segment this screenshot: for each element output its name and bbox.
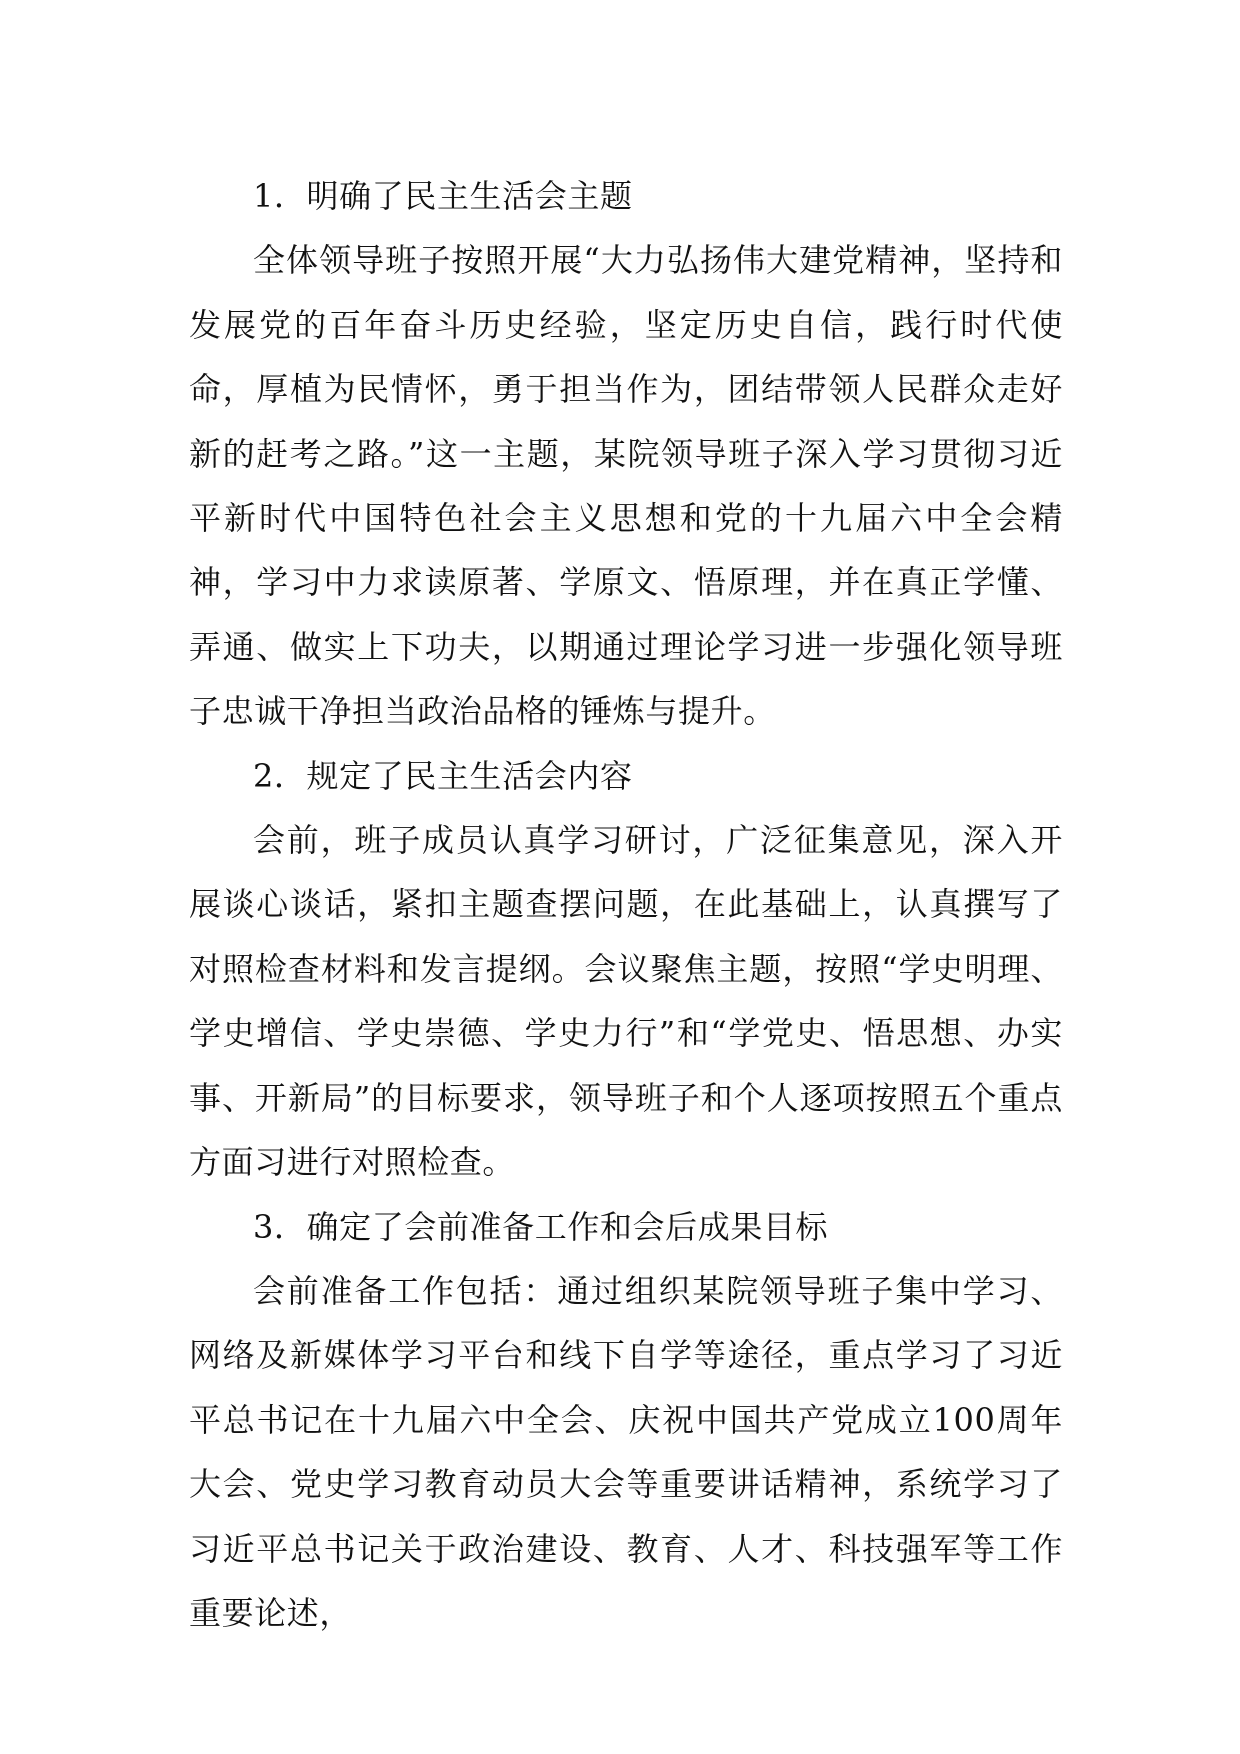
document-body [189, 164, 1063, 1645]
section-heading-3: 3．确定了会前准备工作和会后成果目标 [253, 1207, 829, 1246]
section-heading-1: 1．明确了民主生活会主题 [253, 177, 633, 215]
section-heading-2: 2．规定了民主生活会内容 [253, 756, 633, 795]
section-paragraph-3: 会前准备工作包括：通过组织某院领导班子集中学习、网络及新媒体学习平台和线下自学等途径，重点学习了习近平总书记在十九届六中全会、庆祝中国共产党成立100周年大会、党史学习教育动员大会等重要讲话精神，系统学习了习近平总书记关于政治建设、教育、人才、科技强军等工作重要论述， [189, 1271, 1063, 1632]
section-paragraph-2: 会前，班子成员认真学习研讨，广泛征集意见，深入开展谈心谈话，紧扣主题查摆问题，在此基础上，认真撰写了对照检查材料和发言提纲。会议聚焦主题，按照“学史明理、学史增信、学史崇德、学史力行”和“学党史、悟思想、办实事、开新局”的目标要求，领导班子和个人逐项按照五个重点方面习进行对照检查。 [189, 821, 1063, 1182]
section-paragraph-1: 全体领导班子按照开展“大力弘扬伟大建党精神，坚持和发展党的百年奋斗历史经验，坚定历史自信，践行时代使命，厚植为民情怀，勇于担当作为，团结带领人民群众走好新的赶考之路。”这一主题，某院领导班子深入学习贯彻习近平新时代中国特色社会主义思想和党的十九届六中全会精神，学习中力求读原著、学原文、悟原理，并在真正学懂、弄通、做实上下功夫，以期通过理论学习进一步强化领导班子忠诚干净担当政治品格的锤炼与提升。 [189, 241, 1063, 731]
